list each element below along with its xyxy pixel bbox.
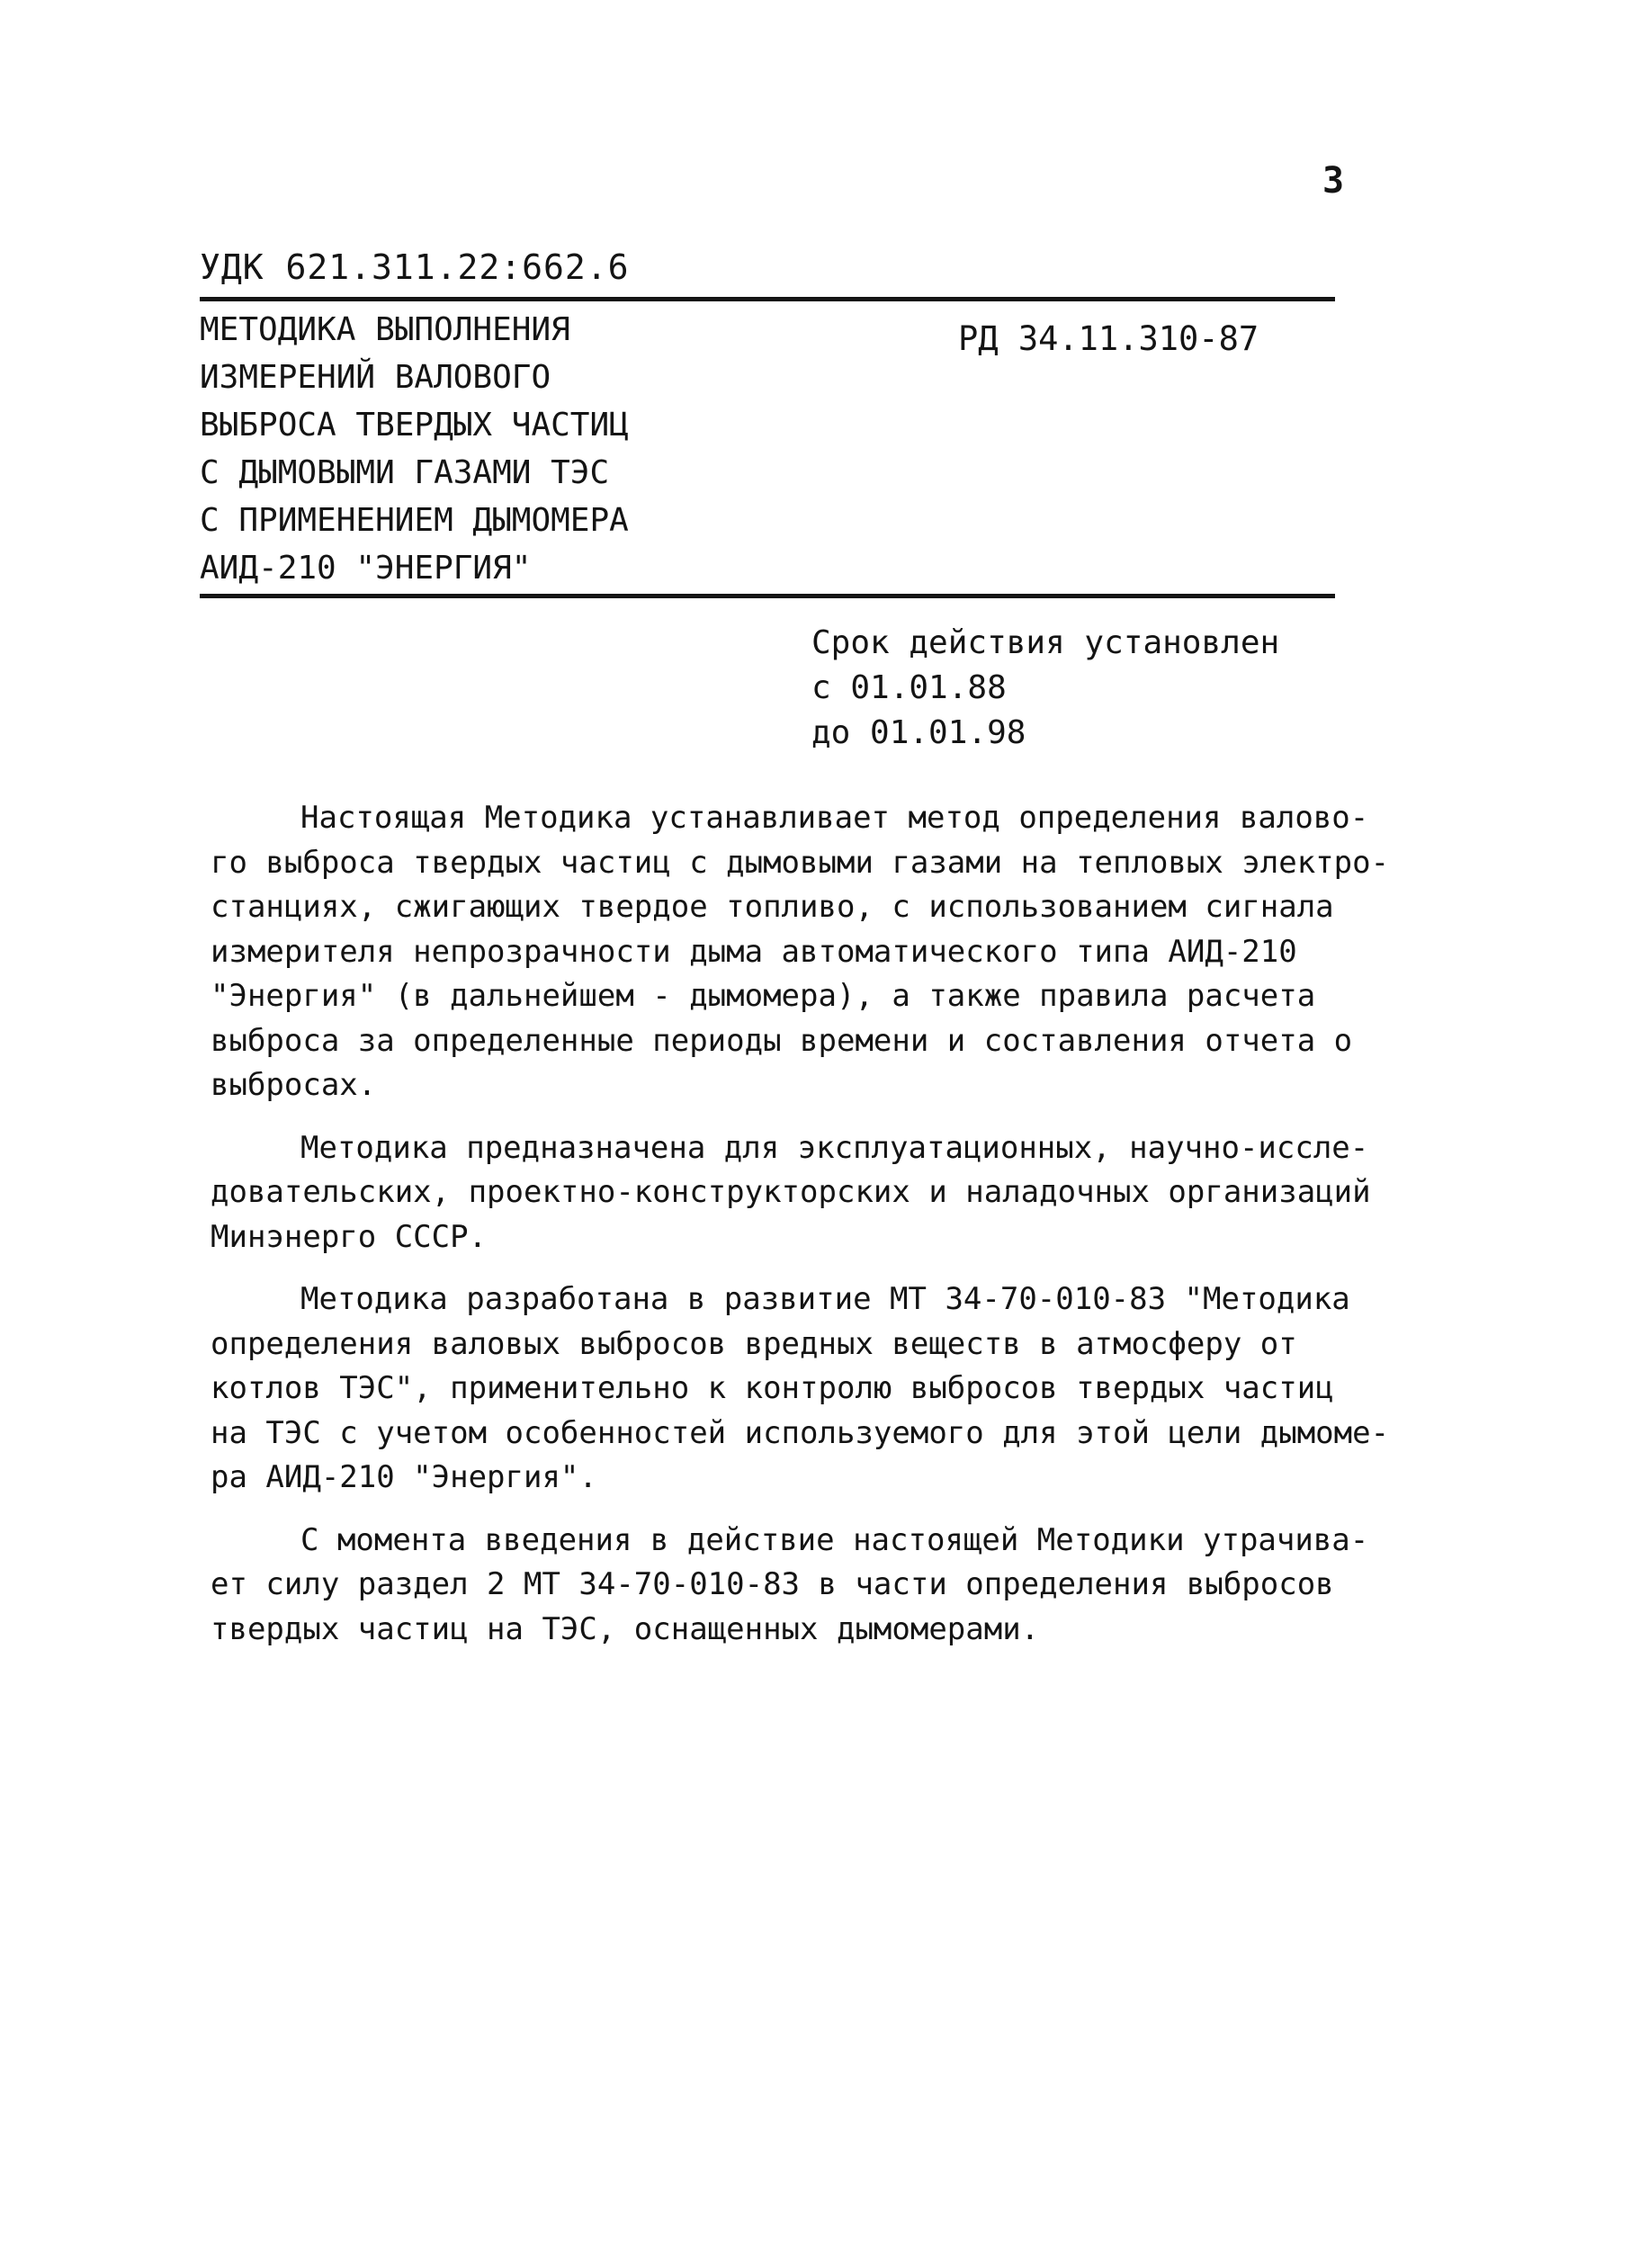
text-line: ет силу раздел 2 МТ 34-70-010-83 в части определения выбросов <box>211 1566 1334 1602</box>
udk-code: УДК 621.311.22:662.6 <box>200 247 630 287</box>
document-title <box>200 306 937 592</box>
text-line: твердых частиц на ТЭС, оснащенных дымомерами. <box>211 1610 1040 1647</box>
text-line: котлов ТЭС", применительно к контролю выбросов твердых частиц <box>211 1370 1334 1406</box>
page-number: 3 <box>1322 160 1345 202</box>
text-line: на ТЭС с учетом особенностей используемого для этой цели дымоме- <box>211 1414 1390 1451</box>
title-line: С ПРИМЕНЕНИЕМ ДЫМОМЕРА <box>200 502 629 539</box>
document-code: РД 34.11.310-87 <box>958 319 1259 358</box>
bottom-divider <box>200 594 1335 598</box>
text-line: определения валовых выбросов вредных веществ в атмосферу от <box>211 1325 1297 1362</box>
text-line: выбросах. <box>211 1067 377 1103</box>
validity-start-date: с 01.01.88 <box>811 669 1007 706</box>
title-line: ИЗМЕРЕНИЙ ВАЛОВОГО <box>200 359 551 396</box>
text-line: "Энергия" (в дальнейшем - дымомера), а также правила расчета <box>211 978 1316 1014</box>
paragraph-audience <box>211 1126 1380 1260</box>
top-divider <box>200 297 1335 301</box>
validity-end-date: до 01.01.98 <box>811 714 1026 751</box>
validity-period <box>811 621 1279 756</box>
text-line: Настоящая Методика устанавливает метод определения валово- <box>300 800 1369 836</box>
text-line: ра АИД-210 "Энергия". <box>211 1459 597 1495</box>
paragraph-scope <box>211 796 1390 1108</box>
title-line: МЕТОДИКА ВЫПОЛНЕНИЯ <box>200 311 570 348</box>
validity-label: Срок действия установлен <box>811 624 1280 661</box>
text-line: Методика предназначена для эксплуатационных, научно-иссле- <box>300 1129 1369 1166</box>
text-line: Минэнерго СССР. <box>211 1218 488 1255</box>
text-line: го выброса твердых частиц с дымовыми газами на тепловых электро- <box>211 844 1390 881</box>
text-line: Методика разработана в развитие МТ 34-70-010-83 "Методика <box>300 1281 1350 1317</box>
body-text <box>211 796 1390 1670</box>
text-line: измерителя непрозрачности дыма автоматического типа АИД-210 <box>211 933 1297 970</box>
paragraph-supersedes <box>211 1519 1380 1653</box>
title-line: АИД-210 "ЭНЕРГИЯ" <box>200 550 532 587</box>
text-line: довательских, проектно-конструкторских и наладочных организаций <box>211 1174 1371 1210</box>
title-line: С ДЫМОВЫМИ ГАЗАМИ ТЭС <box>200 454 610 491</box>
text-line: С момента введения в действие настоящей Методики утрачива- <box>300 1521 1369 1558</box>
text-line: станциях, сжигающих твердое топливо, с использованием сигнала <box>211 889 1334 925</box>
title-line: ВЫБРОСА ТВЕРДЫХ ЧАСТИЦ <box>200 407 629 444</box>
paragraph-basis <box>211 1277 1390 1501</box>
text-line: выброса за определенные периоды времени и составления отчета о <box>211 1022 1353 1059</box>
